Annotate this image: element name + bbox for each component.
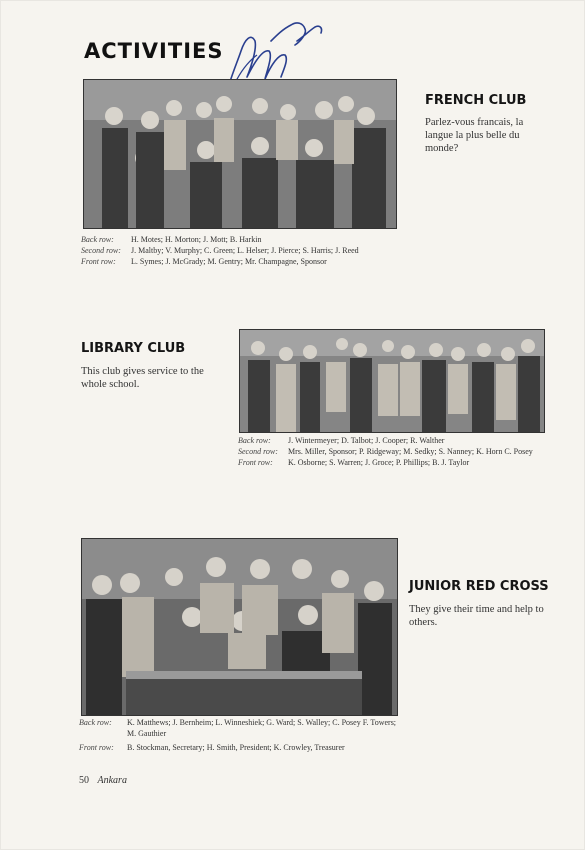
caption-row-label: Back row: [79, 718, 112, 727]
group-photo-figures [82, 539, 397, 715]
section-heading-french-club: FRENCH CLUB [425, 93, 527, 108]
caption-row [79, 742, 399, 753]
caption-row-names: K. Osborne; S. Warren; J. Groce; P. Phillips; B. J. Taylor [288, 458, 470, 467]
group-photo-figures [240, 330, 544, 432]
page-title: ACTIVITIES [84, 39, 224, 63]
junior-red-cross-photo [81, 538, 398, 716]
caption-row-label: Front row: [81, 257, 116, 266]
caption-row [79, 717, 399, 739]
caption-row-label: Back row: [81, 235, 114, 244]
caption-row [81, 256, 401, 267]
photo-caption-library-club [238, 435, 558, 468]
caption-row [238, 435, 558, 446]
caption-row-names: J. Maltby; V. Murphy; C. Green; L. Helser; J. Pierce; S. Harris; J. Reed [131, 246, 359, 255]
section-heading-library-club: LIBRARY CLUB [81, 341, 186, 356]
caption-row [238, 446, 558, 457]
page-number: 50 [79, 775, 89, 786]
section-description-french-club: Parlez-vous francais, la langue la plus belle du monde? [425, 117, 524, 154]
photo-caption-junior-red-cross [79, 717, 399, 753]
caption-row-label: Second row: [81, 246, 121, 255]
caption-row [81, 234, 401, 245]
caption-row-label: Back row: [238, 436, 271, 445]
section-heading-junior-red-cross: JUNIOR RED CROSS [409, 579, 549, 594]
section-description-junior-red-cross: They give their time and help to others. [409, 604, 544, 628]
caption-row-names: B. Stockman, Secretary; H. Smith, President; K. Crowley, Treasurer [127, 743, 345, 752]
caption-row-label: Front row: [238, 458, 273, 467]
page-footer [79, 775, 127, 786]
caption-row-names: J. Wintermeyer; D. Talbot; J. Cooper; R. Walther [288, 436, 445, 445]
section-description-library-club: This club gives service to the whole school. [81, 366, 204, 390]
french-club-photo [83, 79, 397, 229]
group-photo-figures [84, 80, 396, 228]
caption-row-names: Mrs. Miller, Sponsor; P. Ridgeway; M. Sedky; S. Nanney; K. Horn C. Posey [288, 447, 533, 456]
caption-row-names: H. Motes; H. Morton; J. Mott; B. Harkin [131, 235, 262, 244]
publication-name: Ankara [97, 775, 127, 786]
caption-row [238, 457, 558, 468]
library-club-photo [239, 329, 545, 433]
photo-caption-french-club [81, 234, 401, 267]
caption-row-names: L. Symes; J. McGrady; M. Gentry; Mr. Champagne, Sponsor [131, 257, 327, 266]
caption-row-label: Front row: [79, 743, 114, 752]
caption-row-names: K. Matthews; J. Bernheim; L. Winneshiek; G. Ward; S. Walley; C. Posey F. Towers; M. Gauthier [127, 718, 397, 738]
caption-row-label: Second row: [238, 447, 278, 456]
caption-row [81, 245, 401, 256]
